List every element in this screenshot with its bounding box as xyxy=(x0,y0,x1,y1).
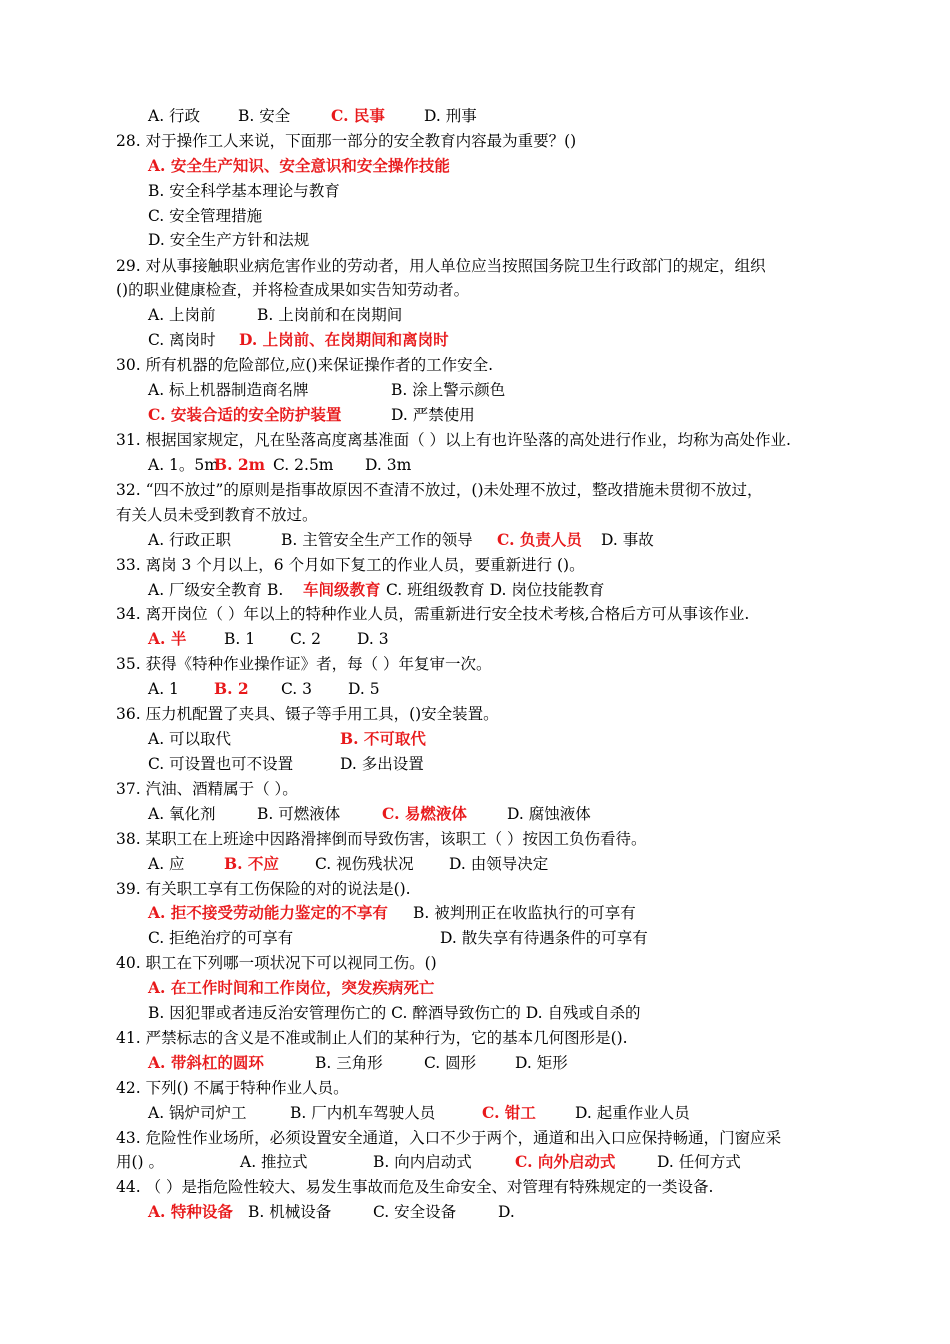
question-text: 34. 离开岗位（ ）年以上的特种作业人员，需重新进行安全技术考核,合格后方可从事该作业. xyxy=(116,605,750,623)
option-text: B. 涂上警示颜色 xyxy=(391,381,506,399)
question-text: 42. 下列() 不属于特种作业人员。 xyxy=(116,1079,349,1097)
option-text: D. 5 xyxy=(348,680,380,698)
option-text: B. 1 xyxy=(224,630,256,648)
question-text: 35. 获得《特种作业操作证》者，每（ ）年复审一次。 xyxy=(116,655,492,673)
question-text: 31. 根据国家规定，凡在坠落高度离基准面（ ）以上有也许坠落的高处进行作业，均称为高处作业. xyxy=(116,431,791,449)
option-text: A. 行政正职 xyxy=(148,531,232,549)
correct-answer: D. 上岗前、在岗期间和离岗时 xyxy=(239,330,449,349)
option-text: D. 刑事 xyxy=(424,107,477,125)
option-text: B. 上岗前和在岗期间 xyxy=(257,306,403,324)
option-text: A. 1 xyxy=(148,680,179,698)
option-text: C. 圆形 xyxy=(424,1054,477,1072)
option-text: A. 锅炉司炉工 xyxy=(148,1104,247,1122)
correct-answer: A. 安全生产知识、安全意识和安全操作技能 xyxy=(148,156,450,175)
option-text: B. 安全 xyxy=(238,107,291,125)
correct-answer: B. 2 xyxy=(214,679,249,698)
correct-answer: C. 易燃液体 xyxy=(382,804,467,823)
correct-answer: C. 向外启动式 xyxy=(515,1152,616,1171)
option-text: D. 由领导决定 xyxy=(449,855,549,873)
option-text: B. 因犯罪或者违反治安管理伤亡的 C. 醉酒导致伤亡的 D. 自残或自杀的 xyxy=(148,1004,641,1022)
option-text: D. xyxy=(498,1203,515,1221)
question-text: 30. 所有机器的危险部位,应()来保证操作者的工作安全. xyxy=(116,356,494,374)
option-text: A. 应 xyxy=(148,855,185,873)
option-text: D. 起重作业人员 xyxy=(575,1104,690,1122)
correct-answer: A. 半 xyxy=(148,629,187,648)
option-text: B. 可燃液体 xyxy=(257,805,341,823)
option-text: A. 厂级安全教育 B. xyxy=(148,581,284,599)
option-text: A. 1。5m xyxy=(148,456,219,474)
correct-answer: 车间级教育 xyxy=(303,580,381,599)
option-text: A. 可以取代 xyxy=(148,730,232,748)
correct-answer: A. 带斜杠的圆环 xyxy=(148,1053,264,1072)
option-text: C. 可设置也可不设置 xyxy=(148,755,294,773)
option-text: D. 散失享有待遇条件的可享有 xyxy=(440,929,648,947)
question-text: 43. 危险性作业场所，必须设置安全通道，入口不少于两个，通道和出入口应保持畅通，门窗应采 xyxy=(116,1129,782,1147)
correct-answer: C. 负责人员 xyxy=(497,530,582,549)
correct-answer: C. 民事 xyxy=(331,106,385,125)
question-text: 39. 有关职工享有工伤保险的对的说法是(). xyxy=(116,880,411,898)
option-text: D. 多出设置 xyxy=(340,755,424,773)
option-text: B. 厂内机车驾驶人员 xyxy=(290,1104,436,1122)
option-text: C. 拒绝治疗的可享有 xyxy=(148,929,294,947)
option-text: B. 安全科学基本理论与教育 xyxy=(148,182,340,200)
correct-answer: A. 特种设备 xyxy=(148,1202,233,1221)
option-text: C. 离岗时 xyxy=(148,331,216,349)
option-text: D. 3m xyxy=(365,456,412,474)
option-text: C. 安全设备 xyxy=(373,1203,457,1221)
option-text: D. 事故 xyxy=(601,531,654,549)
question-text: 41. 严禁标志的含义是不准或制止人们的某种行为，它的基本几何图形是(). xyxy=(116,1029,628,1047)
option-text: A. 标上机器制造商名牌 xyxy=(148,381,309,399)
option-text: C. 2.5m xyxy=(273,456,334,474)
question-text: ()的职业健康检查，并将检查成果如实告知劳动者。 xyxy=(116,281,470,299)
option-text: C. 视伤残状况 xyxy=(315,855,414,873)
option-text: A. 氧化剂 xyxy=(148,805,216,823)
option-text: B. 主管安全生产工作的领导 xyxy=(281,531,473,549)
correct-answer: C. 安装合适的安全防护装置 xyxy=(148,405,342,424)
option-text: C. 2 xyxy=(290,630,322,648)
question-text: 33. 离岗 3 个月以上，6 个月如下复工的作业人员，要重新进行 ()。 xyxy=(116,556,585,574)
question-text: 44. （ ）是指危险性较大、易发生事故而危及生命安全、对管理有特殊规定的一类设备. xyxy=(116,1178,714,1196)
correct-answer: C. 钳工 xyxy=(482,1103,536,1122)
option-text: D. 腐蚀液体 xyxy=(507,805,591,823)
option-text: D. 矩形 xyxy=(515,1054,568,1072)
option-text: D. 任何方式 xyxy=(657,1153,741,1171)
correct-answer: B. 不应 xyxy=(224,854,279,873)
question-text: 40. 职工在下列哪一项状况下可以视同工伤。() xyxy=(116,954,437,972)
question-text: 28. 对于操作工人来说，下面那一部分的安全教育内容最为重要？() xyxy=(116,132,577,150)
question-text: 用() 。 xyxy=(116,1153,165,1171)
question-text: 29. 对从事接触职业病危害作业的劳动者，用人单位应当按照国务院卫生行政部门的规定，组织 xyxy=(116,257,766,275)
correct-answer: A. 拒不接受劳动能力鉴定的不享有 xyxy=(148,903,388,922)
question-text: 32. “四不放过”的原则是指事故原因不查清不放过，()未处理不放过，整改措施未贯彻不放过， xyxy=(116,481,763,499)
option-text: C. 3 xyxy=(281,680,313,698)
option-text: B. 三角形 xyxy=(315,1054,383,1072)
correct-answer: A. 在工作时间和工作岗位，突发疾病死亡 xyxy=(148,978,435,997)
option-text: B. 机械设备 xyxy=(248,1203,332,1221)
option-text: A. 推拉式 xyxy=(240,1153,308,1171)
question-text: 36. 压力机配置了夹具、镊子等手用工具，()安全装置。 xyxy=(116,705,499,723)
option-text: D. 严禁使用 xyxy=(391,406,475,424)
question-text: 有关人员未受到教育不放过。 xyxy=(116,506,318,524)
option-text: D. 安全生产方针和法规 xyxy=(148,231,310,249)
question-text: 37. 汽油、酒精属于（ ）。 xyxy=(116,780,298,798)
option-text: C. 班组级教育 D. 岗位技能教育 xyxy=(386,581,605,599)
option-text: A. 行政 xyxy=(148,107,201,125)
option-text: C. 安全管理措施 xyxy=(148,207,263,225)
option-text: B. 向内启动式 xyxy=(373,1153,472,1171)
correct-answer: B. 2m xyxy=(214,455,266,474)
question-text: 38. 某职工在上班途中因路滑摔倒而导致伤害，该职工（ ）按因工负伤看待。 xyxy=(116,830,647,848)
option-text: D. 3 xyxy=(357,630,389,648)
option-text: A. 上岗前 xyxy=(148,306,216,324)
option-text: B. 被判刑正在收监执行的可享有 xyxy=(413,904,636,922)
correct-answer: B. 不可取代 xyxy=(340,729,426,748)
